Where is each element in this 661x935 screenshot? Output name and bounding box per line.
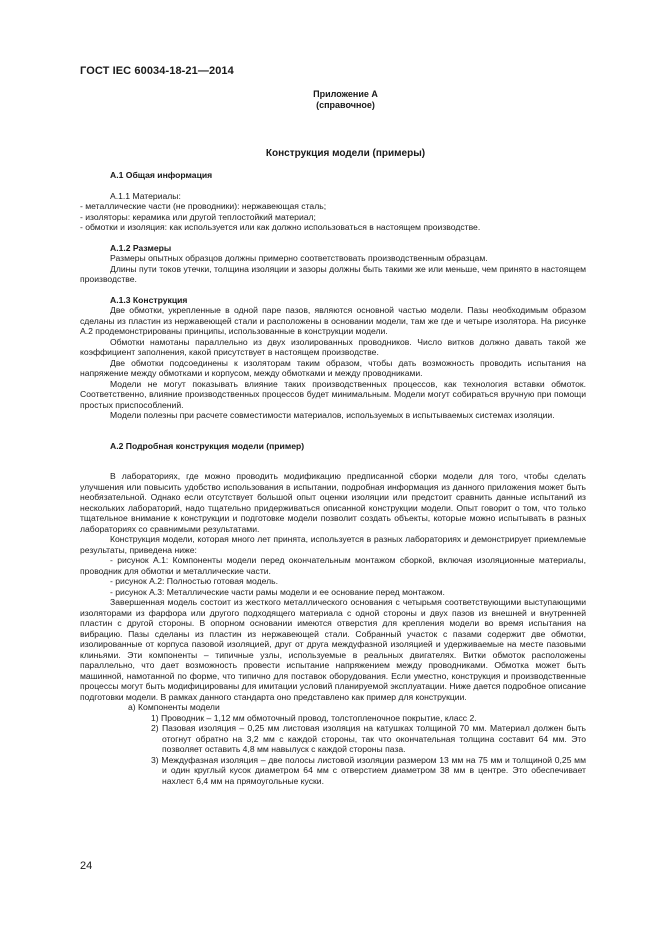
paragraph: В лабораториях, где можно проводить модификацию предписанной сборки модели для того, чтобы сделать улучшения или повысить удобство использования в испытании, подробная информация из данного приложения может быть необязательной. Однако если отсутствует большой опыт оценки изоляции или предстоит сравнить данные испытаний из нескольких лабораторий, надо тщательно придерживаться описанной конструкции модели. Опыт говорит о том, что только тщательное внимание к конструкции и подготовке модели позволит создать объекты, которые можно испытывать в разных лабораториях со сравнимыми результатами. xyxy=(80,471,586,534)
a11-label: А.1.1 Материалы: xyxy=(110,190,181,201)
paragraph: Обмотки намотаны параллельно из двух изолированных проводников. Число витков должно давать такой же коэффициент заполнения, какой присутствует в настоящем производстве. xyxy=(80,336,586,357)
heading-a13: А.1.3 Конструкция xyxy=(110,294,188,305)
components-label: а) Компоненты модели xyxy=(128,702,220,712)
page-number: 24 xyxy=(80,860,93,872)
body-text xyxy=(80,170,586,786)
paragraph: Завершенная модель состоит из жесткого металлического основания с четырьмя соответствующими выступающими изоляторами из фарфора или другого подходящего материала с одной стороны и двух пазов из внешней и внутренней пластин с другой стороны. В опорном основании имеются отверстия для крепления модели во время испытания на вибрацию. Пазы сделаны из пластин из нержавеющей стали. Собранный участок с пазами содержит две обмотки, изолированные от корпуса пазовой изоляцией, друг от друга междуфазной изоляцией и удерживаемые на месте пазовыми клиньями. Эти компоненты – типичные узлы, используемые в реальных двигателях. Витки обмоток расположены параллельно, что дает возможность провести испытание напряжением между проводниками. Обмотка может быть машинной, намотанной по форме, что типично для поставок оборудования. Если уместно, конструкция и производственные процессы могут быть модифицированы для имитации условий планируемой эксплуатации. Ниже дается подробное описание подготовки модели. В рамках данного стандарта оно представлено как пример для конструкции. xyxy=(80,597,586,702)
paragraph: Модели не могут показывать влияние таких производственных процессов, как технология вставки обмоток. Соответственно, влияние производственных процессов будет минимальным. Модели могут собираться вручную при помощи простых приспособлений. xyxy=(80,378,586,410)
heading-a2: А.2 Подробная конструкция модели (пример) xyxy=(110,440,305,451)
section-title: Конструкция модели (примеры) xyxy=(265,148,426,159)
figure-ref: - рисунок А.3: Металлические части рамы модели и ее основание перед монтажом. xyxy=(110,586,445,597)
heading-a1: А.1 Общая информация xyxy=(110,170,213,180)
paragraph: Две обмотки, укрепленные в одной паре пазов, являются основной частью модели. Пазы необходимым образом сделаны из пластин из нержавеющей стали и расположены в основании модели, там же где и четыре изолятора. На рисунке А.2 продемонстрированы принципы, использованные в конструкции модели. xyxy=(80,305,586,336)
standard-code: ГОСТ IEC 60034-18-21—2014 xyxy=(80,65,234,77)
figure-ref: - рисунок А.2: Полностью готовая модель. xyxy=(110,576,278,586)
component-item: 1) Проводник – 1,12 мм обмоточный провод, толстопленочное покрытие, класс 2. xyxy=(151,712,477,723)
list-item: - изоляторы: керамика или другой теплостойкий материал; xyxy=(80,211,316,222)
paragraph: Длины пути токов утечки, толщина изоляции и зазоры должны быть такими же или меньше, чем принято в настоящем производстве. xyxy=(80,263,586,284)
paragraph: Конструкция модели, которая много лет принята, используется в разных лабораториях и демонстрирует приемлемые результаты, приведена ниже: xyxy=(80,534,586,555)
component-item: 3) Междуфазная изоляция – две полосы листовой изоляции размером 13 мм на 75 мм и толщиной 0,25 мм и один круглый кусок диаметром 64 мм с отверстием диаметром 38 мм в центре. Это обеспечивает нахлест 6,4 мм на прямоугольные куски. xyxy=(151,754,586,786)
figure-ref: - рисунок А.1: Компоненты модели перед окончательным монтажом сборкой, включая изоляционные материалы, проводник для обмотки и металлические части. xyxy=(80,555,586,576)
list-item: - обмотки и изоляция: как используется или как должно использоваться в настоящем производстве. xyxy=(80,222,481,232)
paragraph: Размеры опытных образцов должны примерно соответствовать производственным образцам. xyxy=(110,253,488,263)
heading-a12: А.1.2 Размеры xyxy=(110,242,172,253)
paragraph: Две обмотки подсоединены к изоляторам таким образом, чтобы дать возможность проводить испытания на напряжение между обмотками и корпусом, между обмотками и между проводниками. xyxy=(80,357,586,378)
paragraph: Модели полезны при расчете совместимости материалов, используемых в испытываемых системах изоляции. xyxy=(110,410,555,420)
list-item: - металлические части (не проводники): нержавеющая сталь; xyxy=(80,201,327,211)
annex-title: Приложение А xyxy=(313,89,378,99)
annex-status: (справочное) xyxy=(316,100,375,110)
component-item: 2) Пазовая изоляция – 0,25 мм листовая изоляция на катушках толщиной 70 мм. Материал должен быть отогнут обратно на 3,2 мм с каждой стороны, так что окончательная толщина составит 64 мм. Это позволяет оставить 4,8 мм навылуск с каждой стороны паза. xyxy=(151,723,586,754)
